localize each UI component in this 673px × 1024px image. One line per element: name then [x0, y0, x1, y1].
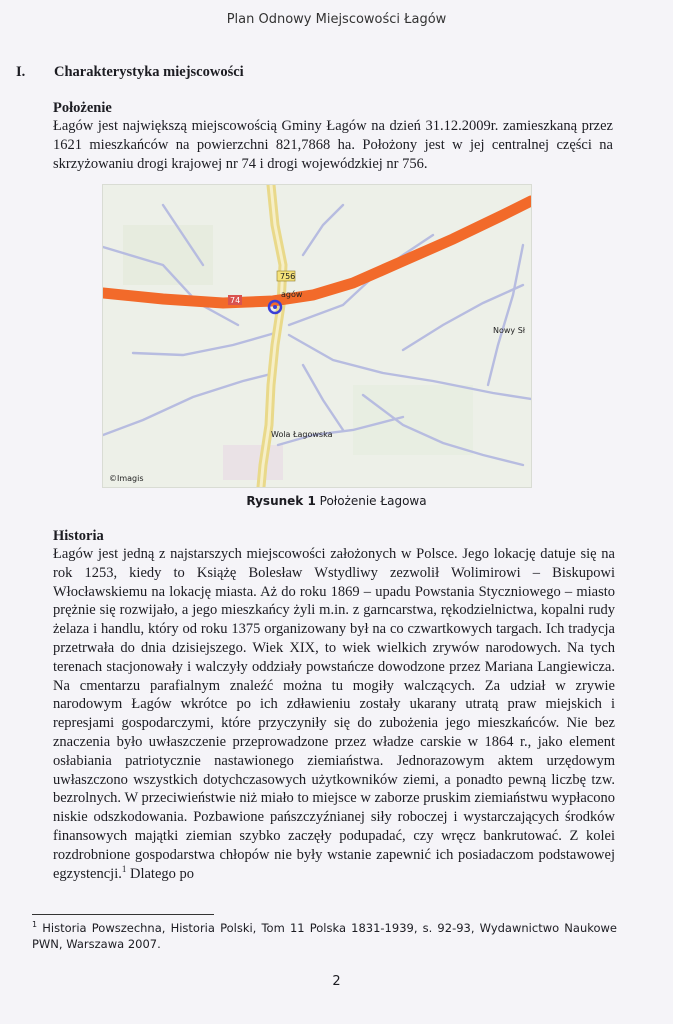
section-number: I. [16, 64, 26, 80]
footnote [32, 920, 617, 952]
page-header: Plan Odnowy Miejscowości Łagów [226, 12, 447, 27]
page-number: 2 [332, 974, 341, 989]
history-heading: Historia [53, 528, 104, 544]
figure-caption [0, 494, 673, 508]
nowy-label: Nowy Sł [493, 326, 526, 335]
wola-label: Wola Łagowska [271, 430, 333, 439]
location-map [102, 184, 532, 488]
footnote-ref[interactable]: 1 [121, 863, 127, 874]
location-heading: Położenie [53, 100, 112, 116]
section-title: Charakterystyka miejscowości [54, 64, 244, 80]
section-heading [16, 64, 244, 81]
map-provider-logo: ©Imagis [109, 474, 144, 483]
road-74-label: 74 [230, 296, 241, 305]
location-section [53, 100, 613, 173]
footnote-text: Historia Powszechna, Historia Polski, Tom 11 Polska 1831-1939, s. 92-93, Wydawnictwo Naukowe PWN, Warszawa 2007. [32, 921, 617, 951]
history-section [53, 528, 615, 883]
history-text-end: Dlatego po [126, 865, 195, 882]
history-paragraph [53, 545, 615, 883]
location-paragraph: Łagów jest największą miejscowością Gminy Łagów na dzień 31.12.2009r. zamieszkaną przez 1621 mieszkańców na powierzchni 821,7868 ha. Położony jest w jej centralnej części na skrzyżowaniu drogi krajowej nr 74 i drogi wojewódzkiej nr 756. [53, 118, 613, 172]
caption-label: Rysunek 1 [246, 494, 316, 508]
caption-text: Położenie Łagowa [319, 494, 427, 508]
history-text: Łagów jest jedną z najstarszych miejscowości założonych w Polsce. Jego lokację datuje się na rok 1253, kiedy to Książę Bolesław Wstydliwy zezwolił Wolimirowi – Biskupowi Włocławskiemu na lokację miasta. Aż do roku 1869 – upadu Powstania Styczniowego – miasto prężnie się rozwijało, a jego mieszkańcy żyli m.in. z garncarstwa, rękodzielnictwa, kopalni rudy żelaza i handlu, który od roku 1375 organizowany był na co czwartkowych targach. Ich tradycja przetrwała do dnia dzisiejszego. Wiek XIX, to wiek wielkich zrywów narodowych. Na tych terenach stacjonowały i walczyły oddziały powstańcze dowodzone przez Mariana Langiewicza. Na cmentarzu parafialnym znaleźć można tu mogiły walczących. Za udział w zrywie narodowym Łagów wkrótce po ich zdławieniu zostały ukarany utratą praw miejskich i represjami gospodarczymi, które przyczyniły się do zubożenia jego mieszkańców. Nie bez znaczenia było uwłaszczenie przeprowadzone przez władze carskie w 1864 r., jako element osłabiania patriotycznie nastawionego ziemiaństwa. Jednorazowym aktem urzędowym uwłaszczono wszystkich dotychczasowych użytkowników ziemi, a ponadto pewną liczbę tzw. bezrolnych. W przeciwieństwie niż miało to miejsce w zaborze pruskim ziemiaństwu wypłacono niskie odszkodowania. Pozbawione pańszczyźnianej siły roboczej i wystarczających środków finansowych majątki ziemian szybko zaczęły podupadać, czy wręcz bankrutować. Z kolei rozdrobnione gospodarstwa chłopów nie były wstanie zapewnić ich posiadaczom podstawowej egzystencji. [53, 546, 615, 882]
footnote-number: 1 [32, 920, 38, 930]
road-756-label: 756 [280, 272, 296, 281]
footnote-divider [32, 914, 214, 915]
town-label: agów [281, 290, 303, 299]
map-graphic [103, 185, 531, 487]
